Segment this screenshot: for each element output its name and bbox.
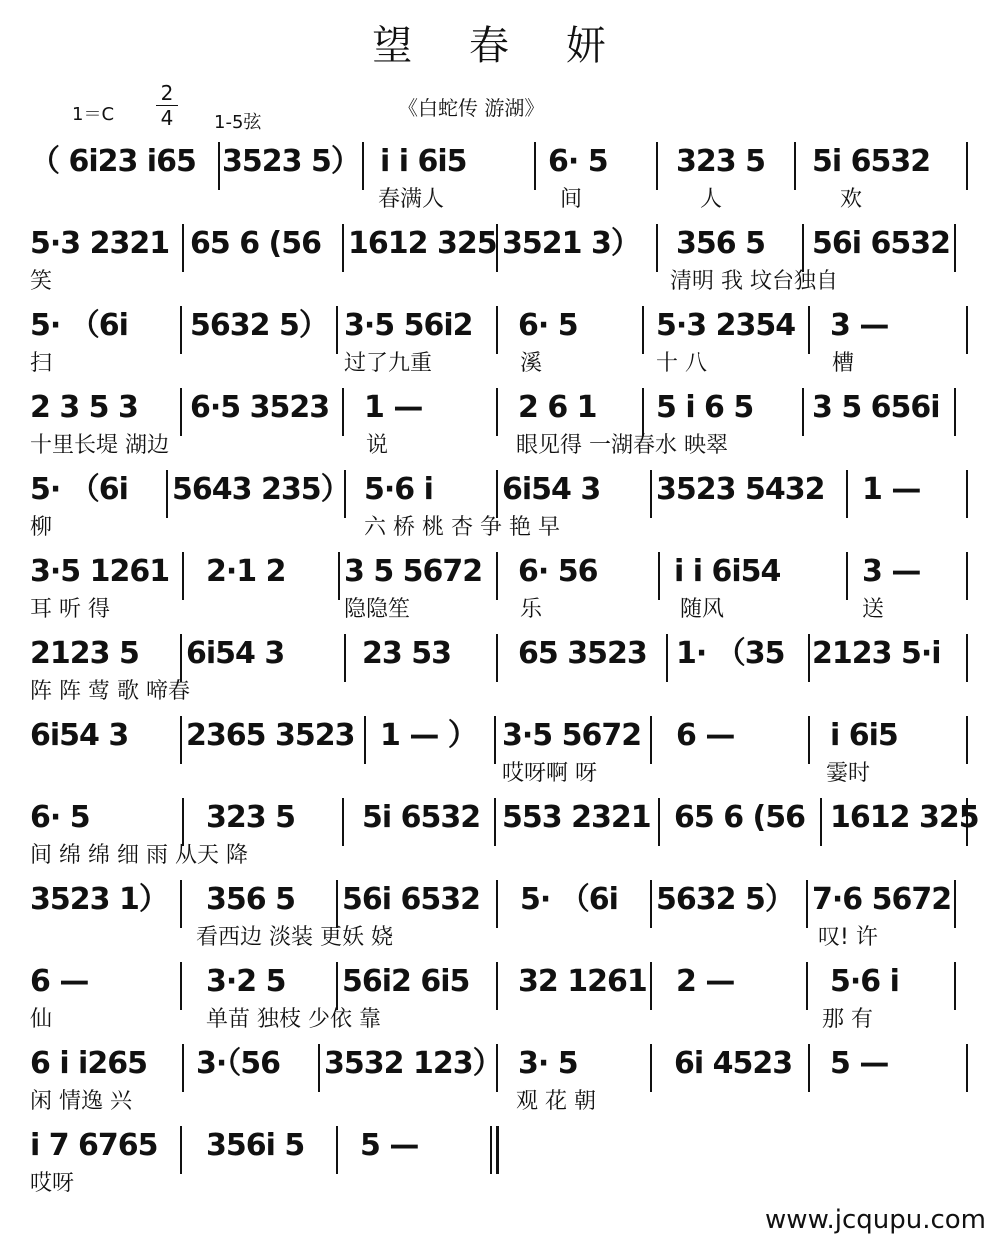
lyric-text: 间: [560, 187, 583, 212]
lyric-text: 仙: [30, 1007, 53, 1032]
measure-notes: 6i54 3: [502, 472, 601, 507]
bar-line: [342, 388, 344, 436]
measure-notes: （ 6i23 i65: [30, 144, 196, 179]
lyric-text: 阵 阵 莺 歌 啼春: [30, 679, 190, 704]
measure-notes: 5643 235）: [172, 472, 350, 507]
lyric-text: 叹! 许: [818, 925, 878, 950]
measure-notes: 6· 5: [30, 800, 90, 835]
measure-notes: 2365 3523: [186, 718, 355, 753]
bar-line: [496, 470, 498, 518]
measure-notes: 6· 5: [518, 308, 578, 343]
measure-notes: 6 i i265: [30, 1046, 147, 1081]
lyric-text: 哎呀: [30, 1171, 75, 1196]
bar-line: [182, 798, 184, 846]
bar-line: [650, 962, 652, 1010]
score-row: [0, 382, 1000, 464]
score-row: [0, 628, 1000, 710]
measure-notes: 56i 6532: [812, 226, 950, 261]
measure-notes: 5·3 2354: [656, 308, 796, 343]
bar-line: [336, 306, 338, 354]
measure-notes: 65 6 (56: [674, 800, 805, 835]
measure-notes: 5· （6i: [30, 472, 128, 507]
bar-line: [802, 224, 804, 272]
bar-line: [496, 552, 498, 600]
measure-notes: 1· （35: [676, 636, 785, 671]
bar-line: [496, 880, 498, 928]
measure-notes: 3521 3）: [502, 226, 640, 261]
bar-line: [496, 388, 498, 436]
bar-line: [534, 142, 536, 190]
bar-line: [494, 798, 496, 846]
lyric-text: 人: [700, 187, 723, 212]
measure-notes: 3·5 5672: [502, 718, 642, 753]
measure-notes: 1612 325: [830, 800, 979, 835]
measure-notes: 3 —: [862, 554, 921, 589]
measure-notes: 356i 5: [206, 1128, 305, 1163]
measure-notes: 323 5: [206, 800, 295, 835]
watermark: www.jcqupu.com: [765, 1205, 986, 1235]
lyric-text: 六 桥 桃 杏 争 艳 早: [364, 515, 560, 540]
lyric-text: 那 有: [822, 1007, 873, 1032]
measure-notes: 5 —: [830, 1046, 889, 1081]
bar-line: [966, 1044, 968, 1092]
lyric-text: 清明 我 坟台独自: [670, 269, 838, 294]
measure-notes: i 6i5: [830, 718, 898, 753]
score-title: 望 春 妍: [372, 23, 628, 69]
bar-line: [342, 224, 344, 272]
bar-line: [180, 388, 182, 436]
measure-notes: 65 3523: [518, 636, 647, 671]
measure-notes: 5·6 i: [364, 472, 433, 507]
bar-line: [182, 552, 184, 600]
bar-line: [656, 224, 658, 272]
lyric-text: 眼见得 一湖春水 映翠: [516, 433, 728, 458]
bar-line: [642, 388, 644, 436]
bar-line: [954, 388, 956, 436]
measure-notes: 1 — ）: [380, 718, 477, 753]
bar-line: [180, 880, 182, 928]
lyric-text: 哎呀啊 呀: [502, 761, 597, 786]
score-row: [0, 136, 1000, 218]
measure-notes: 6i 4523: [674, 1046, 793, 1081]
measure-notes: 5632 5）: [656, 882, 794, 917]
lyric-text: 春满人: [378, 187, 445, 212]
measure-notes: 3523 5）: [222, 144, 360, 179]
bar-line: [650, 470, 652, 518]
bar-line: [658, 798, 660, 846]
lyric-text: 十里长堤 湖边: [30, 433, 169, 458]
measure-notes: 5· （6i: [520, 882, 618, 917]
score-row: [0, 956, 1000, 1038]
source-title: 《白蛇传 游湖》: [398, 96, 545, 120]
score-row: [0, 464, 1000, 546]
bar-line: [650, 716, 652, 764]
bar-line: [966, 552, 968, 600]
measure-notes: 3 5 5672: [344, 554, 483, 589]
measure-notes: 56i 6532: [342, 882, 480, 917]
measure-notes: 3 —: [830, 308, 889, 343]
measure-notes: 3532 123）: [324, 1046, 502, 1081]
measure-notes: 6·5 3523: [190, 390, 330, 425]
bar-line: [794, 142, 796, 190]
bar-line: [808, 306, 810, 354]
lyric-text: 笑: [30, 269, 53, 294]
measure-notes: 2·1 2: [206, 554, 286, 589]
bar-line: [342, 798, 344, 846]
bar-line: [650, 1044, 652, 1092]
score-row: [0, 792, 1000, 874]
bar-line: [658, 552, 660, 600]
bar-line: [166, 470, 168, 518]
lyric-text: 随风: [680, 597, 725, 622]
bar-line: [954, 224, 956, 272]
lyric-text: 送: [862, 597, 885, 622]
lyric-text: 十 八: [656, 351, 707, 376]
measure-notes: 5·6 i: [830, 964, 899, 999]
bar-line: [806, 880, 808, 928]
bar-line: [180, 1126, 182, 1174]
bar-line: [496, 962, 498, 1010]
measure-notes: 5· （6i: [30, 308, 128, 343]
measure-notes: 5 i 6 5: [656, 390, 754, 425]
bar-line: [364, 716, 366, 764]
bar-line: [496, 634, 498, 682]
bar-line: [180, 634, 182, 682]
measure-notes: 2 6 1: [518, 390, 597, 425]
measure-notes: 56i2 6i5: [342, 964, 470, 999]
measure-notes: 5·3 2321: [30, 226, 170, 261]
bar-line: [318, 1044, 320, 1092]
string-tuning: 1-5弦: [214, 112, 262, 133]
lyric-text: 乐: [520, 597, 543, 622]
lyric-text: 扫: [30, 351, 53, 376]
bar-line: [846, 552, 848, 600]
measure-notes: 3·（56: [196, 1046, 281, 1081]
bar-line: [808, 634, 810, 682]
bar-line: [338, 552, 340, 600]
lyric-text: 柳: [30, 515, 53, 540]
lyric-text: 过了九重: [344, 351, 433, 376]
bar-line: [806, 962, 808, 1010]
measure-notes: 6i54 3: [30, 718, 129, 753]
lyric-text: 耳 听 得: [30, 597, 110, 622]
measure-notes: 6i54 3: [186, 636, 285, 671]
measure-notes: 553 2321: [502, 800, 651, 835]
measure-notes: 356 5: [206, 882, 295, 917]
lyric-text: 说: [366, 433, 389, 458]
time-signature: [156, 82, 178, 129]
measure-notes: 3·5 56i2: [344, 308, 473, 343]
measure-notes: 1 —: [364, 390, 423, 425]
score-row: [0, 710, 1000, 792]
measure-notes: 3 5 656i: [812, 390, 940, 425]
lyric-text: 隐隐笙: [344, 597, 411, 622]
bar-line: [336, 962, 338, 1010]
bar-line: [966, 634, 968, 682]
measure-notes: 6· 56: [518, 554, 598, 589]
measure-notes: 5i 6532: [812, 144, 931, 179]
measure-notes: 3· 5: [518, 1046, 578, 1081]
measure-notes: 2123 5: [30, 636, 139, 671]
bar-line: [966, 470, 968, 518]
measure-notes: 1612 325: [348, 226, 497, 261]
bar-line: [954, 880, 956, 928]
key-signature: 1＝C: [72, 104, 115, 125]
final-bar-line: [496, 1126, 499, 1174]
bar-line: [182, 224, 184, 272]
bar-line: [494, 716, 496, 764]
bar-line: [650, 880, 652, 928]
bar-line: [846, 470, 848, 518]
lyric-text: 槽: [832, 351, 855, 376]
measure-notes: 32 1261: [518, 964, 647, 999]
bar-line: [642, 306, 644, 354]
bar-line: [362, 142, 364, 190]
score-row: [0, 546, 1000, 628]
measure-notes: 323 5: [676, 144, 765, 179]
measure-notes: 3523 5432: [656, 472, 825, 507]
measure-notes: 5i 6532: [362, 800, 481, 835]
measure-notes: 6 —: [30, 964, 89, 999]
measure-notes: 3523 1）: [30, 882, 168, 917]
lyric-text: 单苗 独枝 少依 靠: [206, 1007, 381, 1032]
measure-notes: i i 6i54: [674, 554, 781, 589]
measure-notes: 2 3 5 3: [30, 390, 138, 425]
lyric-text: 闲 情逸 兴: [30, 1089, 132, 1114]
measure-notes: 2 —: [676, 964, 735, 999]
measure-notes: 2123 5·i: [812, 636, 941, 671]
score-row: [0, 1038, 1000, 1120]
lyric-text: 欢: [840, 187, 863, 212]
score-row: [0, 300, 1000, 382]
measure-notes: 65 6 (56: [190, 226, 321, 261]
measure-notes: 356 5: [676, 226, 765, 261]
score-row: [0, 874, 1000, 956]
time-signature-top: 2: [160, 81, 174, 105]
measure-notes: 6· 5: [548, 144, 608, 179]
lyric-text: 看西边 淡装 更妖 娆: [196, 925, 393, 950]
measure-notes: 1 —: [862, 472, 921, 507]
bar-line: [180, 716, 182, 764]
score-row: [0, 218, 1000, 300]
lyric-text: 观 花 朝: [516, 1089, 596, 1114]
measure-notes: i i 6i5: [380, 144, 467, 179]
bar-line: [490, 1126, 492, 1174]
bar-line: [966, 142, 968, 190]
lyric-text: 霎时: [826, 761, 871, 786]
bar-line: [218, 142, 220, 190]
measure-notes: 3·2 5: [206, 964, 286, 999]
measure-notes: 7·6 5672: [812, 882, 952, 917]
bar-line: [666, 634, 668, 682]
bar-line: [802, 388, 804, 436]
bar-line: [180, 962, 182, 1010]
lyric-text: 间 绵 绵 细 雨 从天 降: [30, 843, 248, 868]
bar-line: [966, 306, 968, 354]
measure-notes: i 7 6765: [30, 1128, 158, 1163]
measure-notes: 6 —: [676, 718, 735, 753]
bar-line: [966, 716, 968, 764]
bar-line: [180, 306, 182, 354]
measure-notes: 5632 5）: [190, 308, 328, 343]
bar-line: [336, 1126, 338, 1174]
measure-notes: 3·5 1261: [30, 554, 170, 589]
bar-line: [182, 1044, 184, 1092]
time-signature-bottom: 4: [160, 106, 174, 130]
bar-line: [344, 634, 346, 682]
bar-line: [336, 880, 338, 928]
bar-line: [656, 142, 658, 190]
bar-line: [808, 1044, 810, 1092]
bar-line: [820, 798, 822, 846]
lyric-text: 溪: [520, 351, 543, 376]
bar-line: [954, 962, 956, 1010]
measure-notes: 23 53: [362, 636, 451, 671]
score-row: [0, 1120, 1000, 1202]
bar-line: [496, 306, 498, 354]
measure-notes: 5 —: [360, 1128, 419, 1163]
bar-line: [808, 716, 810, 764]
